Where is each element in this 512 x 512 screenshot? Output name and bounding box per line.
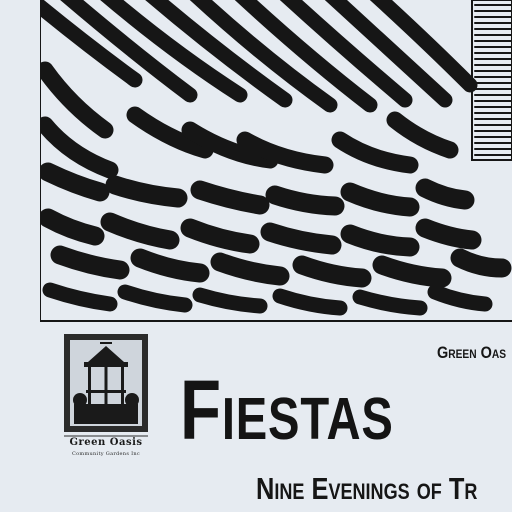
logo-name: Green Oasis	[69, 437, 143, 448]
zebra-pattern-artwork	[40, 0, 512, 322]
event-subtitle: Nine Evenings of Tr	[256, 471, 478, 506]
event-title: Fiestas	[180, 363, 394, 457]
presenter-text: Green Oas	[437, 343, 507, 362]
logo-tagline: Community Gardens Inc	[72, 451, 140, 457]
